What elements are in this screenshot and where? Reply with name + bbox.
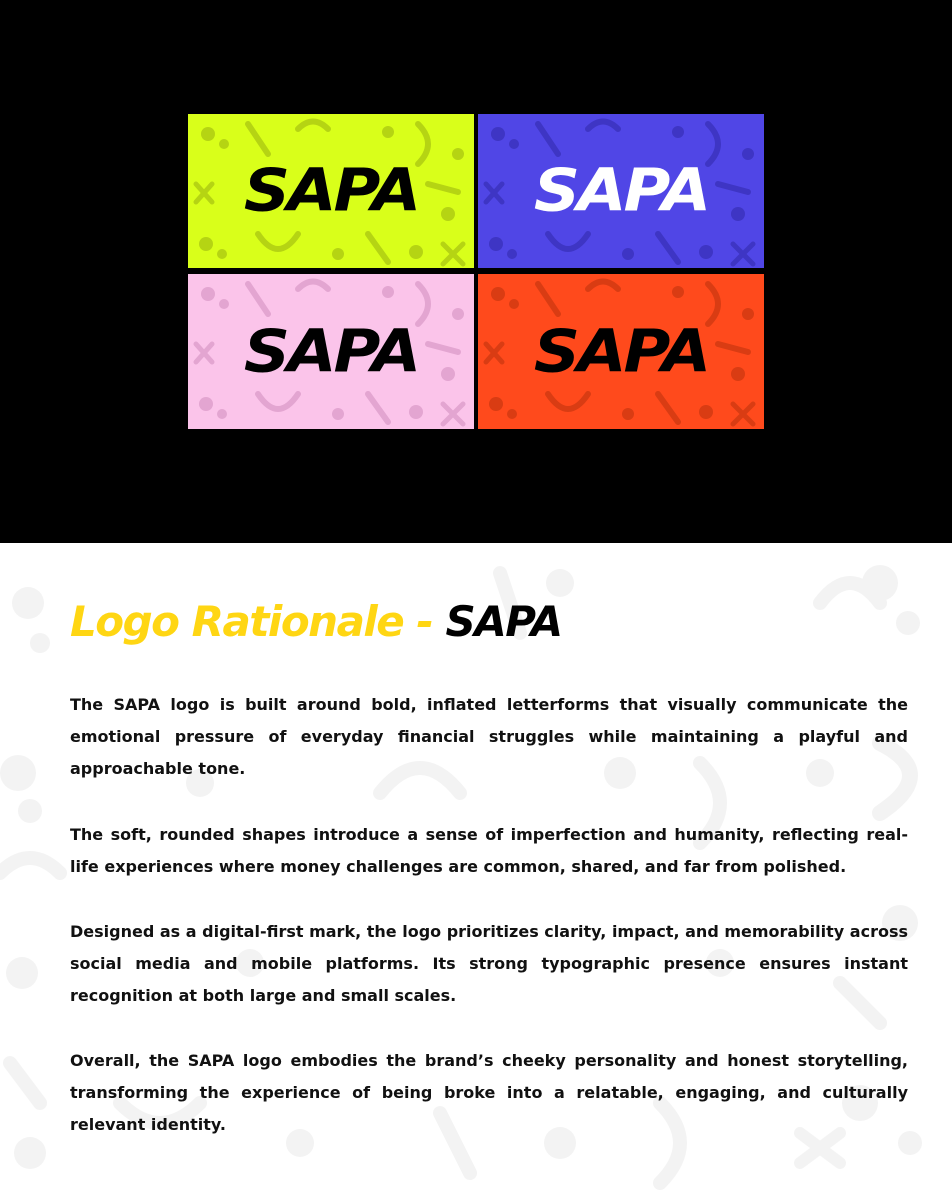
pattern-doodle [368,394,388,422]
pattern-doodle [248,284,268,314]
sapa-wordmark: SAPA [243,156,419,226]
pattern-doodle [708,124,718,164]
pattern-doodle [699,245,713,259]
rationale-paragraph: Overall, the SAPA logo embodies the brand’s cheeky personality and honest storytelling, transforming the experience of being broke into a relatable, engaging, and culturally relevant identity. [70,1051,908,1134]
pattern-doodle [368,234,388,262]
pattern-doodle [491,127,505,141]
pattern-doodle [509,299,519,309]
logo-variants-grid [187,112,765,430]
pattern-doodle [452,148,464,160]
pattern-doodle [507,409,517,419]
pattern-doodle [199,237,213,251]
pattern-doodle [452,308,464,320]
pattern-doodle [658,234,678,262]
sapa-wordmark: SAPA [243,317,419,386]
pattern-doodle [733,404,753,424]
pattern-doodle [298,282,328,290]
pattern-doodle [382,126,394,138]
pattern-doodle [196,344,212,362]
pattern-doodle [507,249,517,259]
pattern-doodle [441,207,455,221]
pattern-doodle [718,344,748,352]
pattern-doodle [672,286,684,298]
pattern-doodle [201,127,215,141]
pattern-doodle [199,397,213,411]
pattern-doodle [489,397,503,411]
pattern-doodle [486,344,502,362]
pattern-doodle [428,184,458,192]
pattern-doodle [672,126,684,138]
pattern-doodle [708,284,718,324]
pattern-doodle [538,284,558,314]
pattern-doodle [409,405,423,419]
pattern-doodle [443,244,463,264]
pattern-doodle [196,184,212,202]
pattern-doodle [219,139,229,149]
pattern-doodle [509,139,519,149]
pattern-doodle [588,282,618,290]
pattern-doodle [588,122,618,130]
pattern-doodle [742,308,754,320]
pattern-doodle [201,287,215,301]
pattern-doodle [622,248,634,260]
pattern-doodle [332,248,344,260]
page-title [70,597,562,646]
pattern-doodle [258,234,298,249]
logo-showcase [0,0,952,543]
pattern-doodle [428,344,458,352]
pattern-doodle [742,148,754,160]
logo-rationale-section [0,543,952,1200]
pattern-doodle [409,245,423,259]
sapa-wordmark: SAPA [533,156,709,226]
pattern-doodle [217,409,227,419]
pattern-doodle [733,244,753,264]
pattern-doodle [731,367,745,381]
pattern-doodle [486,184,502,202]
pattern-doodle [217,249,227,259]
pattern-doodle [489,237,503,251]
pattern-doodle [538,124,558,154]
pattern-doodle [332,408,344,420]
pattern-doodle [258,394,298,409]
logo-tile-orange [478,274,764,429]
pattern-doodle [622,408,634,420]
pattern-doodle [548,234,588,249]
pattern-doodle [418,124,428,164]
title-part-rationale: Logo Rationale - [70,597,446,646]
logo-tile-lime [188,114,474,268]
logo-tile-purple [478,114,764,268]
pattern-doodle [248,124,268,154]
rationale-paragraph: The SAPA logo is built around bold, inflated letterforms that visually communicate the emotional pressure of everyday financial struggles while maintaining a playful and approachable tone. [70,695,908,778]
pattern-doodle [382,286,394,298]
pattern-doodle [219,299,229,309]
pattern-doodle [418,284,428,324]
pattern-doodle [441,367,455,381]
pattern-doodle [443,404,463,424]
logo-tile-pink [188,274,474,429]
rationale-paragraph: The soft, rounded shapes introduce a sense of imperfection and humanity, reflecting real-life experiences where money challenges are common, shared, and far from polished. [70,825,908,876]
sapa-wordmark: SAPA [533,317,709,386]
pattern-doodle [548,394,588,409]
rationale-paragraph: Designed as a digital-first mark, the logo prioritizes clarity, impact, and memorability across social media and mobile platforms. Its strong typographic presence ensures instant recognition at both large and small scales. [70,922,908,1005]
pattern-doodle [491,287,505,301]
pattern-doodle [699,405,713,419]
pattern-doodle [731,207,745,221]
pattern-doodle [658,394,678,422]
pattern-doodle [298,122,328,130]
title-part-brand: SAPA [445,597,562,646]
pattern-doodle [718,184,748,192]
